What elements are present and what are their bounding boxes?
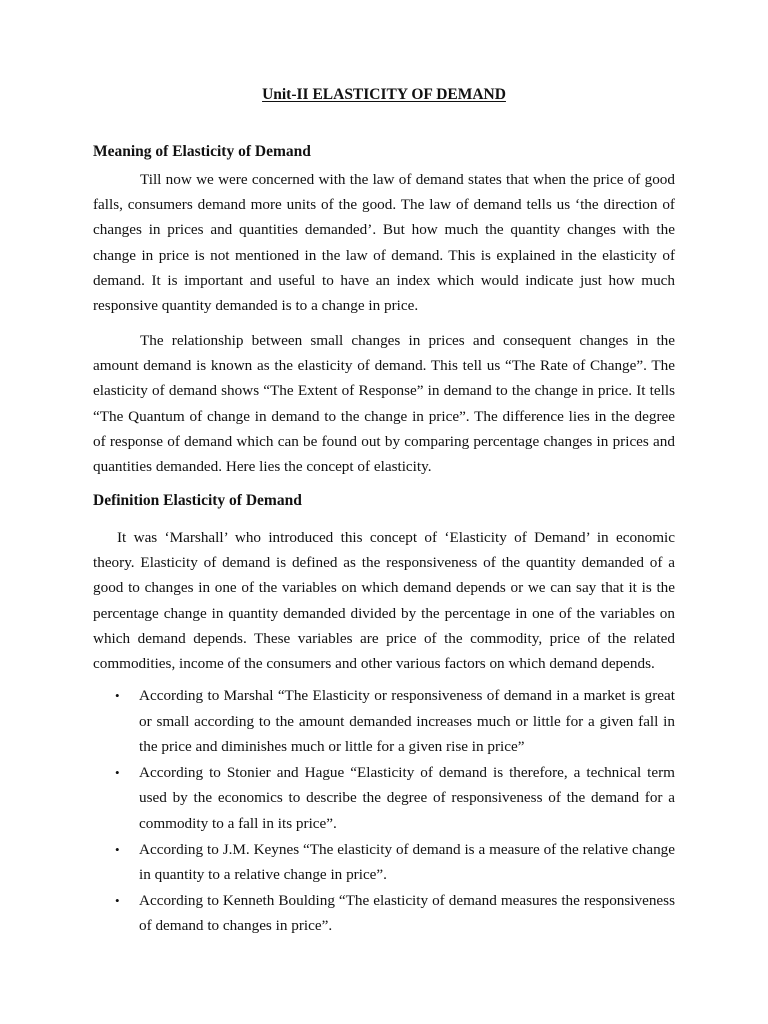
- section-heading-definition: Definition Elasticity of Demand: [93, 492, 302, 509]
- definitions-list: [93, 683, 675, 939]
- bullet-icon: •: [115, 688, 120, 703]
- list-item: [93, 888, 675, 939]
- section-heading-meaning: Meaning of Elasticity of Demand: [93, 143, 311, 160]
- list-item: [93, 683, 675, 760]
- list-item-text: According to Kenneth Boulding “The elasticity of demand measures the responsiveness of demand to changes in price”.: [139, 891, 675, 935]
- bullet-icon: •: [115, 764, 120, 780]
- paragraph-definition-1: It was ‘Marshall’ who introduced this concept of ‘Elasticity of Demand’ in economic theory. Elasticity of demand is defined as the responsiveness of the quantity demanded of a good to changes in one of the variables on which demand depends or we can say that it is the percentage change in quantity demanded divided by the percentage in one of the variables on which demand depends. These variables are price of the commodity, price of the related commodities, income of the consumers and other various factors on which demand depends.: [93, 529, 675, 673]
- bullet-icon: •: [115, 892, 120, 908]
- page-title: Unit-II ELASTICITY OF DEMAND: [262, 86, 506, 103]
- list-item-text: According to Marshal “The Elasticity or responsiveness of demand in a market is great or small according to the amount demanded increases much or little for a given fall in the price and diminishes much or little for a given rise in price”: [139, 687, 675, 756]
- paragraph-meaning-2: The relationship between small changes in prices and consequent changes in the amount demand is known as the elasticity of demand. This tell us “The Rate of Change”. The elasticity of demand shows “The Extent of Response” in demand to the change in price. It tells “The Quantum of change in demand to the change in price”. The difference lies in the degree of response of demand which can be found out by comparing percentage changes in prices and quantities demanded. Here lies the concept of elasticity.: [93, 332, 675, 476]
- list-item: [93, 837, 675, 888]
- list-item-text: According to J.M. Keynes “The elasticity of demand is a measure of the relative change in quantity to a relative change in price”.: [139, 840, 675, 884]
- bullet-icon: •: [115, 841, 120, 857]
- list-item: [93, 760, 675, 837]
- paragraph-meaning-1: Till now we were concerned with the law of demand states that when the price of good falls, consumers demand more units of the good. The law of demand tells us ‘the direction of changes in prices and quantities demanded’. But how much the quantity changes with the change in price is not mentioned in the law of demand. This is explained in the elasticity of demand. It is important and useful to have an index which would indicate just how much responsive quantity demanded is to a change in price.: [93, 171, 675, 315]
- list-item-text: According to Stonier and Hague “Elasticity of demand is therefore, a technical term used by the economics to describe the degree of responsiveness of the demand for a commodity to a fall in its price”.: [139, 763, 675, 832]
